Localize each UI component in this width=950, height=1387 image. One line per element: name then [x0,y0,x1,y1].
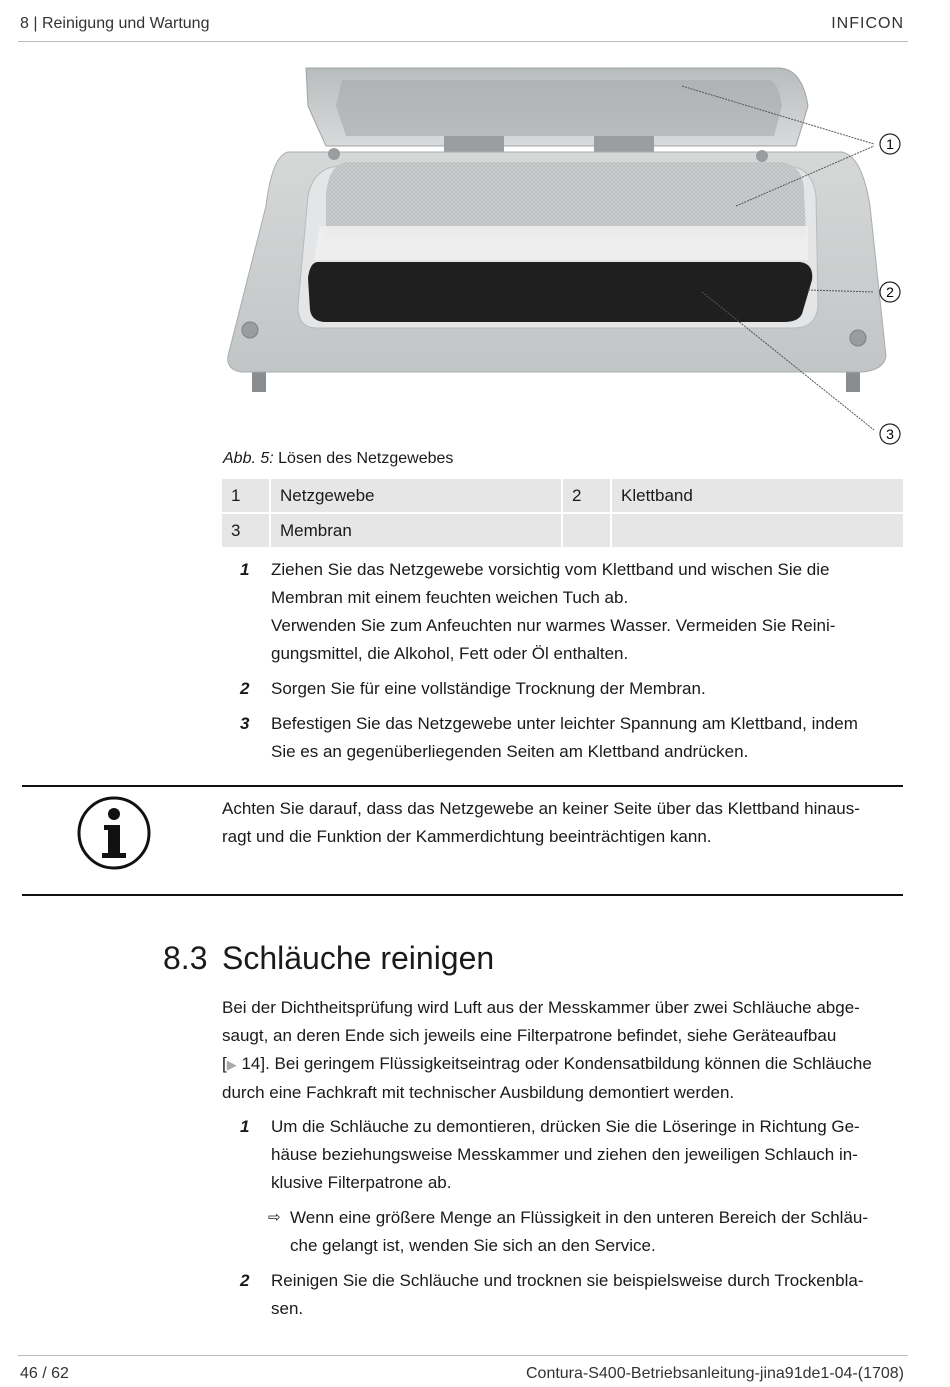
legend-num: 3 [222,513,270,548]
step-line: Verwenden Sie zum Anfeuchten nur warmes Wasser. Vermeiden Sie Reini- [271,616,836,635]
legend-label: Netzgewebe [270,479,562,513]
step-number: 2 [240,679,250,698]
table-row [222,479,903,513]
table-row [222,513,903,548]
header-brand: INFICON [831,15,904,32]
caption-label: Abb. 5: [223,450,274,467]
step-line: Ziehen Sie das Netzgewebe vorsichtig vom Klettband und wischen Sie die [271,560,830,579]
header-section: 8 | Reinigung und Wartung [20,15,210,32]
section-steps [222,1113,904,1330]
page-ref-arrow-icon[interactable]: ▶ [226,1057,237,1072]
result-arrow-icon: ⇨ [268,1209,281,1226]
caption-text: Lösen des Netzgewebes [278,450,454,467]
footer-divider [18,1355,908,1356]
legend-num: 1 [222,479,270,513]
ref-bracket: [ [222,1054,227,1073]
list-item [222,1267,904,1323]
step-line: gungsmittel, die Alkohol, Fett oder Öl enthalten. [271,644,629,663]
result-line: che gelangt ist, wenden Sie sich an den Service. [290,1236,656,1255]
instruction-steps [222,556,904,773]
step-number: 2 [240,1271,250,1290]
callout-3 [880,424,900,444]
result-line: Wenn eine größere Menge an Flüssigkeit in den unteren Bereich der Schläu- [290,1208,869,1227]
section-title: Schläuche reinigen [222,940,495,976]
svg-text:1: 1 [886,136,894,152]
legend-label [611,513,903,548]
step-number: 1 [240,560,250,579]
list-item [222,1113,904,1197]
para-line: saugt, an deren Ende sich jeweils eine Filterpatrone befindet, siehe Geräteaufbau [222,1026,837,1045]
step-line: klusive Filterpatrone ab. [271,1173,452,1192]
legend-num [562,513,611,548]
list-item [222,675,904,703]
device-photo [222,66,912,456]
ref-text: 14]. Bei geringem Flüssigkeitseintrag oder Kondensatbildung können die Schläuche [236,1054,872,1073]
step-line: Um die Schläuche zu demontieren, drücken Sie die Löseringe in Richtung Ge- [271,1117,860,1136]
info-icon [76,795,152,871]
step-line: Befestigen Sie das Netzgewebe unter leichter Spannung am Klettband, indem [271,714,858,733]
document-id: Contura-S400-Betriebsanleitung-jina91de1-04-(1708) [525,1365,904,1382]
svg-text:2: 2 [886,284,894,300]
info-bottom-divider [22,894,903,896]
callout-1 [880,134,900,154]
info-line: ragt und die Funktion der Kammerdichtung beeinträchtigen kann. [222,827,712,846]
step-line: Reinigen Sie die Schläuche und trocknen sie beispielsweise durch Trockenbla- [271,1271,864,1290]
para-line: Bei der Dichtheitsprüfung wird Luft aus der Messkammer über zwei Schläuche abge- [222,998,860,1017]
step-number: 3 [240,714,250,733]
legend-label: Klettband [611,479,903,513]
legend-table [222,479,903,549]
page-number: 46 / 62 [20,1365,69,1382]
legend-label: Membran [270,513,562,548]
list-item [222,710,904,766]
section-paragraph [222,994,904,1107]
step-line: sen. [271,1299,304,1318]
section-number: 8.3 [163,940,208,976]
step-line: Membran mit einem feuchten weichen Tuch ab. [271,588,629,607]
step-line: Sorgen Sie für eine vollständige Trocknung der Membran. [271,679,706,698]
step-line: häuse beziehungsweise Messkammer und ziehen den jeweiligen Schlauch in- [271,1145,858,1164]
list-item [222,556,904,668]
result-item [222,1204,904,1260]
info-note [222,795,904,851]
header-divider [18,41,908,42]
info-top-divider [22,785,903,787]
para-line [222,1050,904,1079]
figure-caption [223,450,453,468]
legend-num: 2 [562,479,611,513]
svg-text:3: 3 [886,426,894,442]
step-line: Sie es an gegenüberliegenden Seiten am Klettband andrücken. [271,742,749,761]
info-line: Achten Sie darauf, dass das Netzgewebe an keiner Seite über das Klettband hinaus- [222,799,860,818]
step-number: 1 [240,1117,250,1136]
callout-2 [880,282,900,302]
para-line: durch eine Fachkraft mit technischer Ausbildung demontiert werden. [222,1083,735,1102]
